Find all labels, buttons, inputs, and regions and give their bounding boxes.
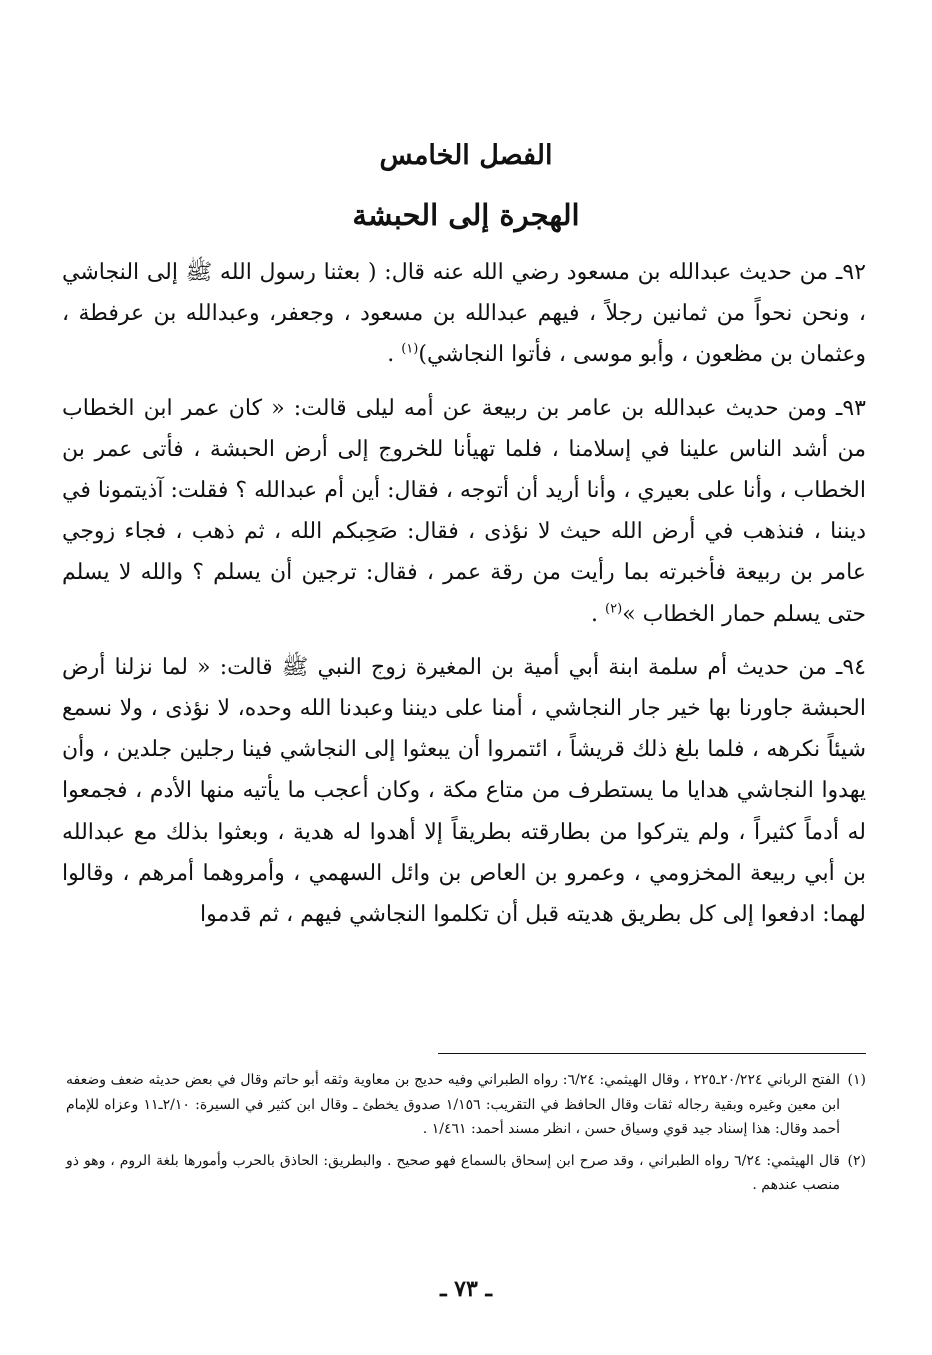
footnote-number: (١) xyxy=(847,1072,866,1088)
footnote-text: قال الهيثمي: ٦/٢٤ رواه الطبراني ، وقد صرح ابن إسحاق بالسماع فهو صحيح . والبطريق: الحاذق بالحرب وأمورها بلغة الروم ، وهو ذو منصب عندهم . xyxy=(66,1152,840,1193)
paragraph-tail: . xyxy=(591,601,606,627)
footnote-divider xyxy=(438,1053,866,1054)
paragraph-text: ٩٢ـ من حديث عبدالله بن مسعود رضي الله عنه قال: ( بعثنا رسول الله ﷺ إلى النجاشي ، ونحن نحواً من ثمانين رجلاً ، فيهم عبدالله بن مسعود ، وجعفر، وعبدالله بن عرفطة ، وعثمان بن مظعون ، وأبو موسى ، فأتوا النجاشي) xyxy=(62,260,866,368)
hadith-paragraph-94 xyxy=(62,647,866,935)
footnote-ref: (٢) xyxy=(605,601,623,617)
footnote-1 xyxy=(66,1068,866,1142)
section-title: الهجرة إلى الحبشة xyxy=(352,198,580,232)
footnote-number: (٢) xyxy=(847,1152,866,1169)
footnote-ref: (١) xyxy=(401,342,419,358)
page-number: ـ ٧٣ ـ xyxy=(440,1276,492,1302)
footnotes xyxy=(66,1068,866,1198)
paragraph-text: ٩٣ـ ومن حديث عبدالله بن عامر بن ربيعة عن أمه ليلى قالت: « كان عمر ابن الخطاب من أشد الناس علينا في إسلامنا ، فلما تهيأنا للخروج إلى أرض الحبشة ، فأتى عمر بن الخطاب ، وأنا على بعيري ، وأنا أريد أن أتوجه ، فقال: أين أم عبدالله ؟ فقلت: آذيتمونا في ديننا ، فنذهب في أرض الله حيث لا نؤذى ، فقال: صَحِبكم الله ، ثم ذهب ، فجاء زوجي عامر بن ربيعة فأخبرته بما رأيت من رقة عمر ، فقال: ترجين أن يسلم ؟ والله لا يسلم حتى يسلم حمار الخطاب » xyxy=(62,395,866,627)
chapter-heading: الفصل الخامس xyxy=(379,140,553,171)
hadith-paragraph-92 xyxy=(62,252,866,376)
paragraph-tail: . xyxy=(387,342,402,368)
hadith-paragraph-93 xyxy=(62,388,866,635)
main-text xyxy=(62,252,866,935)
footnote-text: الفتح الرباني ٢٠/٢٢٤ـ٢٢٥ ، وقال الهيثمي: ٦/٢٤: رواه الطبراني وفيه حديج بن معاوية وثقه أبو حاتم وقال في بعض حديثه ضعف وضعفه ابن معين وغيره وبقية رجاله ثقات وقال الحافظ في التقريب: ١/١٥٦ صدوق يخطئ ـ وقال ابن كثير في السيرة: ٢/١٠ـ١١ وعزاه للإمام أحمد وقال: هذا إسناد جيد قوي وسياق حسن ، انظر مسند أحمد: ١/٤٦١ . xyxy=(66,1072,841,1137)
footnote-2 xyxy=(66,1149,866,1198)
paragraph-text: ٩٤ـ من حديث أم سلمة ابنة أبي أمية بن المغيرة زوج النبي ﷺ قالت: « لما نزلنا أرض الحبشة جاورنا بها خير جار النجاشي ، أمنا على ديننا وعبدنا الله وحده، لا نؤذى ، ولا نسمع شيئاً نكرهه ، فلما بلغ ذلك قريشاً ، ائتمروا أن يبعثوا إلى النجاشي فينا رجلين جلدين ، وأن يهدوا النجاشي هدايا ما يستطرف من متاع مكة ، وكان أعجب ما يأتيه منها الأدم ، فجمعوا له أدماً كثيراً ، ولم يتركوا من بطارقته بطريقاً إلا أهدوا له هدية ، وبعثوا بذلك مع عبدالله بن أبي ربيعة المخزومي ، وعمرو بن العاص بن وائل السهمي ، وأمروهما أمرهم ، وقالوا لهما: ادفعوا إلى كل بطريق هديته قبل أن تكلموا النجاشي فيهم ، ثم قدموا xyxy=(62,654,866,928)
